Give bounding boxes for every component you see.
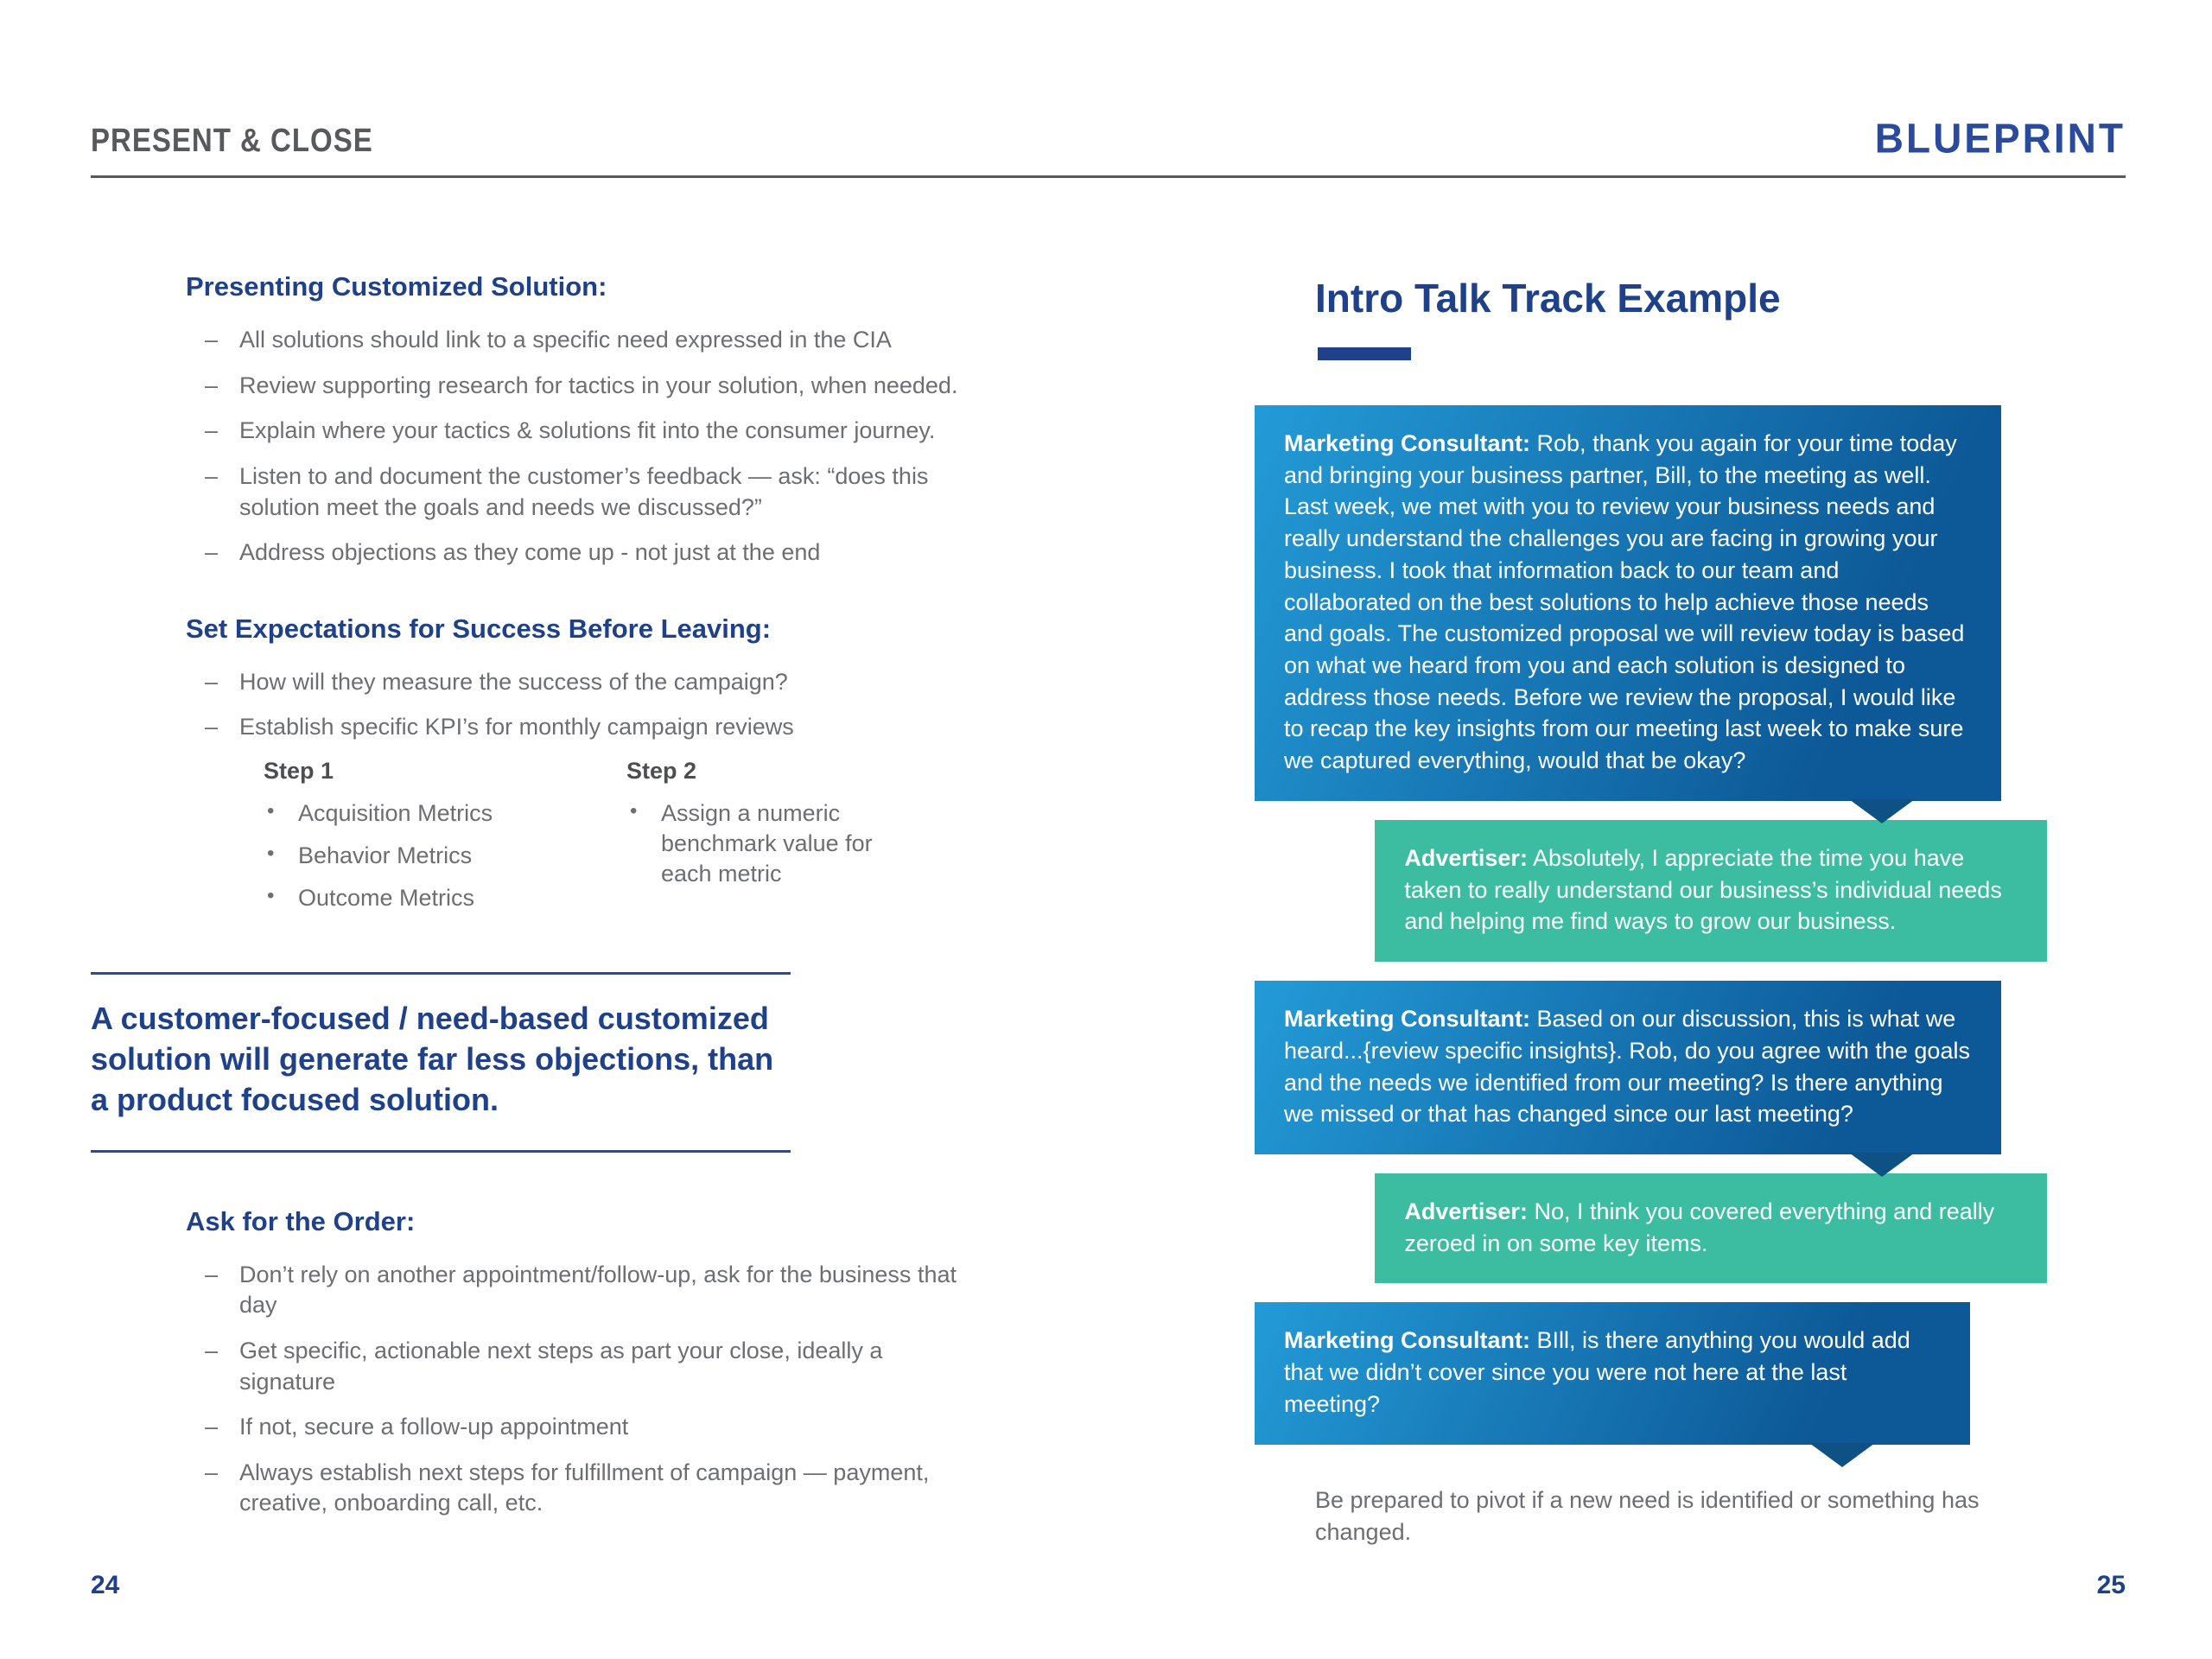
section-presenting-customized-solution (186, 271, 1162, 569)
bullet-item: – Review supporting research for tactics in your solution, when needed. (205, 371, 982, 402)
speaker-label: Advertiser: (1404, 1198, 1528, 1224)
section-heading: Set Expectations for Success Before Leaving: (186, 613, 772, 644)
speech-body: Rob, thank you again for your time today and bringing your business partner, Bill, to the meeting as well. Last week, we met with you to review your business needs and really understand the challenges you are facing in growing your business. I took that information back to our team and collaborated on the best solutions to help achieve those needs and goals. The customized proposal we will review today is based on what we heard from you and each solution is designed to address those needs. Before we review the proposal, I would like to recap the key insights from our meeting last week to make sure we captured everything, would that be okay? (1284, 430, 1965, 774)
step-item: • Behavior Metrics (264, 841, 523, 871)
speech-text (1404, 842, 2018, 938)
bullet-item: – All solutions should link to a specific need expressed in the CIA (205, 325, 982, 356)
section-heading: Ask for the Order: (186, 1205, 416, 1236)
page-header (91, 0, 2126, 178)
bullet-item: – Explain where your tactics & solutions fit into the consumer journey. (205, 416, 982, 447)
step-item-list (264, 798, 523, 913)
step-item: • Acquisition Metrics (264, 798, 523, 829)
speech-bubble (1375, 820, 2047, 962)
section-heading: Presenting Customized Solution: (186, 271, 607, 302)
speech-bubble (1255, 405, 2001, 801)
speech-text (1404, 1196, 2018, 1259)
speech-text (1284, 1003, 1972, 1130)
speaker-label: Marketing Consultant: (1284, 1006, 1531, 1033)
two-page-spread (0, 178, 2212, 1659)
page-number-right: 25 (2096, 1571, 2126, 1599)
speech-bubble (1255, 981, 2001, 1154)
bullet-item: – Don’t rely on another appointment/follow-up, ask for the business that day (205, 1260, 982, 1321)
footer-note: Be prepared to pivot if a new need is identified or something has changed. (1315, 1486, 1980, 1546)
step-1-column (264, 758, 626, 925)
speech-bubble (1375, 1173, 2047, 1283)
step-item: • Assign a numeric benchmark value for each metric (626, 798, 886, 889)
right-page (1255, 178, 2127, 1549)
bullet-item: – Establish specific KPI’s for monthly campaign reviews (205, 712, 982, 743)
title-accent-bar (1318, 347, 1411, 360)
section-set-expectations (186, 613, 1162, 926)
speech-bubble (1255, 1302, 1970, 1444)
speech-body: BIll, is there anything you would add that we didn’t cover since you were not here at the last meeting? (1284, 1327, 1910, 1417)
speech-text (1284, 1325, 1941, 1420)
speech-body: Based on our discussion, this is what we heard...{review specific insights}. Rob, do you agree with the goals and the needs we identified from our meeting? Is there anything we missed or that has changed since our last meeting? (1284, 1006, 1970, 1128)
bullet-list (205, 667, 982, 743)
step-item: • Outcome Metrics (264, 883, 523, 913)
speech-text (1284, 428, 1972, 777)
section-label: PRESENT & CLOSE (91, 121, 373, 158)
bullet-item: – Always establish next steps for fulfillment of campaign — payment, creative, onboarding call, etc. (205, 1458, 982, 1519)
page-title: Intro Talk Track Example (1315, 276, 1781, 321)
speech-body: No, I think you covered everything and really zeroed in on some key items. (1404, 1198, 1995, 1256)
left-page (91, 178, 1162, 1534)
page-number-left: 24 (91, 1571, 120, 1599)
bullet-list (205, 1260, 982, 1519)
step-item-list (626, 798, 886, 889)
brand-logo: BLUEPRINT (1874, 114, 2126, 162)
step-label: Step 1 (264, 758, 334, 784)
section-ask-for-the-order (186, 1206, 1162, 1519)
speech-body: Absolutely, I appreciate the time you have taken to really understand our business’s individual needs and helping me find ways to grow our business. (1404, 844, 2002, 935)
steps-columns (264, 758, 1162, 925)
step-2-column (626, 758, 989, 925)
bullet-item: – Address objections as they come up - not just at the end (205, 537, 982, 569)
bullet-list (205, 325, 982, 569)
step-label: Step 2 (626, 758, 697, 784)
bullet-item: – If not, secure a follow-up appointment (205, 1412, 982, 1443)
pull-quote (91, 972, 791, 1152)
bullet-item: – How will they measure the success of the campaign? (205, 667, 982, 698)
talk-track-conversation (1255, 405, 2127, 1445)
speaker-label: Advertiser: (1404, 844, 1528, 871)
pull-quote-text: A customer-focused / need-based customized solution will generate far less objections, than a product focused solution. (91, 1001, 774, 1117)
bullet-item: – Listen to and document the customer’s feedback — ask: “does this solution meet the goals and needs we discussed?” (205, 461, 982, 523)
bullet-item: – Get specific, actionable next steps as part your close, ideally a signature (205, 1336, 982, 1397)
speaker-label: Marketing Consultant: (1284, 1327, 1531, 1354)
speaker-label: Marketing Consultant: (1284, 430, 1531, 456)
